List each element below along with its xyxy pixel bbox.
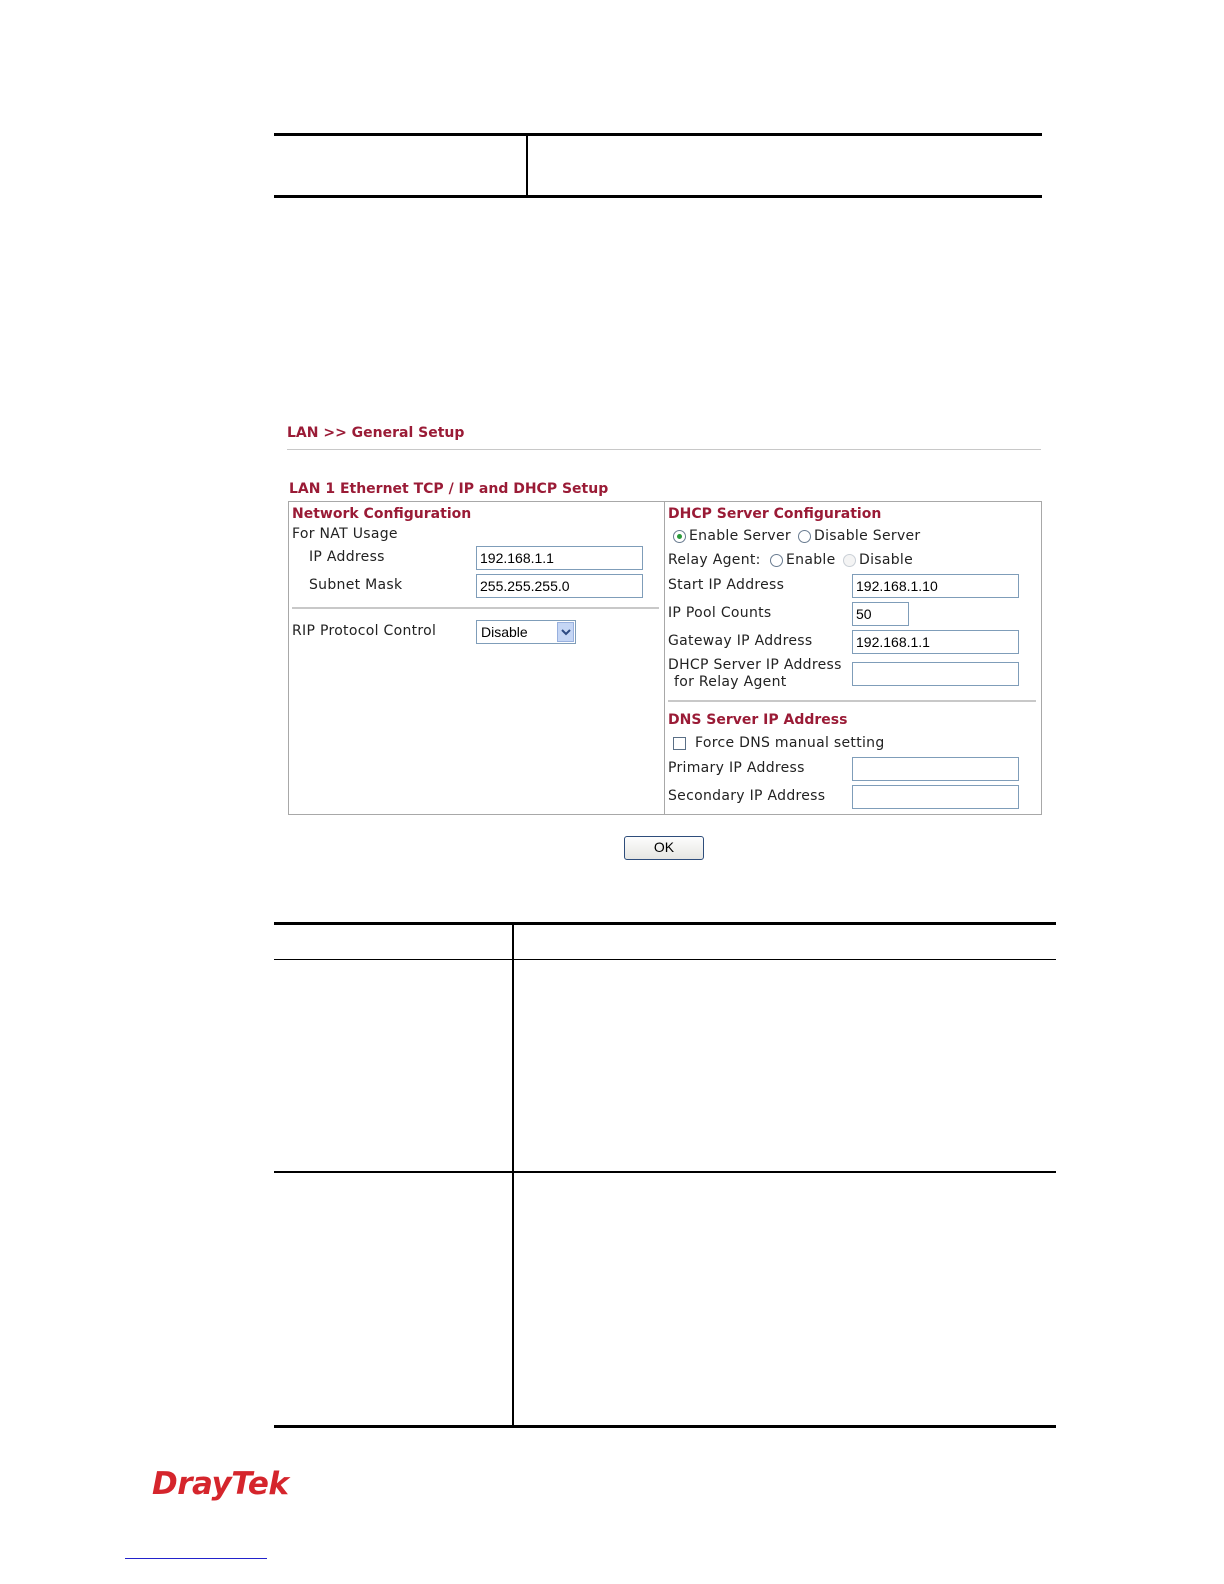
network-config-heading: Network Configuration (292, 506, 472, 522)
start-ip-label: Start IP Address (668, 577, 785, 593)
disable-server-label[interactable]: Disable Server (814, 528, 921, 544)
top-table-bottom-rule (274, 195, 1042, 198)
start-ip-input[interactable]: 192.168.1.10 (852, 574, 1019, 598)
dns-heading: DNS Server IP Address (668, 712, 848, 728)
desc-table-bottom-rule (274, 1425, 1056, 1428)
pool-counts-input[interactable]: 50 (852, 602, 909, 626)
enable-server-radio[interactable] (673, 530, 686, 543)
dhcp-config-heading: DHCP Server Configuration (668, 506, 882, 522)
rip-protocol-value: Disable (481, 624, 528, 640)
ip-address-input[interactable]: 192.168.1.1 (476, 546, 643, 570)
primary-ip-input[interactable] (852, 757, 1019, 781)
network-divider (292, 607, 659, 609)
rip-protocol-select[interactable] (476, 620, 576, 644)
relay-enable-radio[interactable] (770, 554, 783, 567)
top-table-top-rule (274, 133, 1042, 136)
relay-disable-radio[interactable] (843, 554, 856, 567)
relay-agent-label: Relay Agent: (668, 552, 761, 568)
disable-server-radio[interactable] (798, 530, 811, 543)
rip-protocol-label: RIP Protocol Control (292, 623, 437, 639)
force-dns-label[interactable]: Force DNS manual setting (695, 735, 885, 751)
desc-table-row-rule (274, 1171, 1056, 1173)
pool-counts-label: IP Pool Counts (668, 605, 772, 621)
breadcrumb-separator (287, 449, 1041, 450)
desc-table-header-rule (274, 959, 1056, 960)
ip-address-label: IP Address (309, 549, 385, 565)
relay-server-ip-input[interactable] (852, 662, 1019, 686)
relay-enable-label[interactable]: Enable (786, 552, 836, 568)
for-nat-usage-label: For NAT Usage (292, 526, 398, 542)
primary-ip-label: Primary IP Address (668, 760, 805, 776)
desc-table-divider (512, 924, 514, 1426)
footer-link-rule (125, 1558, 267, 1559)
subnet-mask-label: Subnet Mask (309, 577, 403, 593)
top-table-divider (526, 135, 528, 197)
breadcrumb: LAN >> General Setup (287, 425, 465, 441)
desc-table-top-rule (274, 922, 1056, 925)
gateway-ip-input[interactable]: 192.168.1.1 (852, 630, 1019, 654)
secondary-ip-input[interactable] (852, 785, 1019, 809)
chevron-down-icon[interactable] (557, 622, 574, 642)
enable-server-label[interactable]: Enable Server (689, 528, 791, 544)
dns-divider (668, 700, 1036, 702)
force-dns-checkbox[interactable] (673, 737, 686, 750)
subnet-mask-input[interactable]: 255.255.255.0 (476, 574, 643, 598)
relay-server-label-line1: DHCP Server IP Address (668, 657, 842, 673)
draytek-logo: DrayTek (152, 1466, 289, 1502)
secondary-ip-label: Secondary IP Address (668, 788, 826, 804)
form-title: LAN 1 Ethernet TCP / IP and DHCP Setup (289, 481, 609, 497)
relay-disable-label[interactable]: Disable (859, 552, 914, 568)
gateway-ip-label: Gateway IP Address (668, 633, 813, 649)
ok-button[interactable]: OK (624, 836, 704, 860)
relay-server-label-line2: for Relay Agent (674, 674, 787, 690)
